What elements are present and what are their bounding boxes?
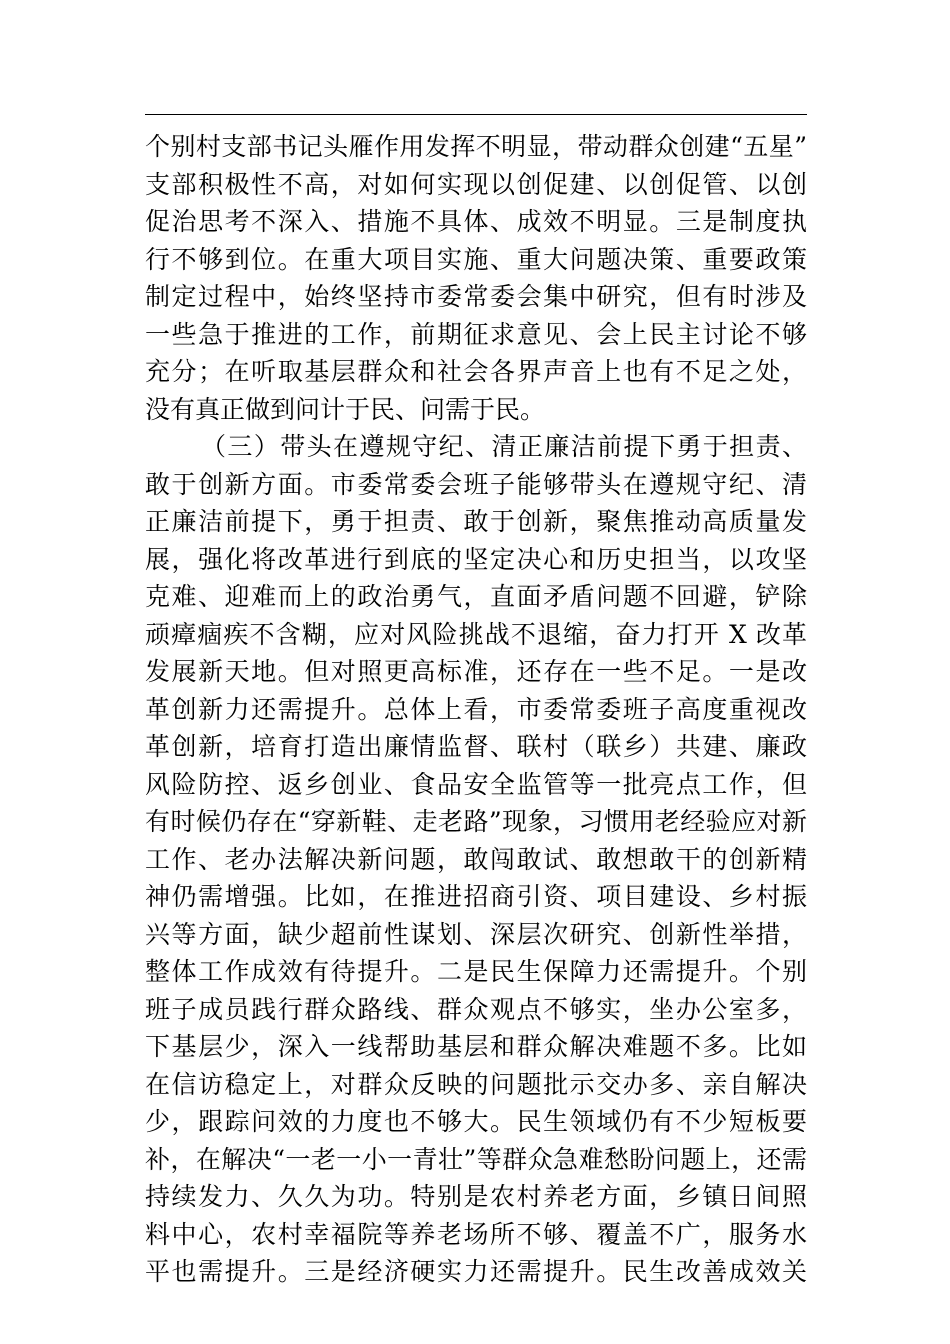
text-line: 克难、迎难而上的政治勇气，直面矛盾问题不回避，铲除 <box>145 582 807 611</box>
text-line: 支部积极性不高，对如何实现以创促建、以创促管、以创 <box>145 169 807 199</box>
text-line: 神仍需增强。比如，在推进招商引资、项目建设、乡村振 <box>145 882 807 911</box>
text-line: 个别村支部书记头雁作用发挥不明显，带动群众创建“五星” <box>145 132 807 161</box>
text-line: 顽瘴痼疾不含糊，应对风险挑战不退缩，奋力打开 X 改革 <box>145 619 807 649</box>
header-rule <box>145 114 807 115</box>
text-line: 补，在解决“一老一小一青壮”等群众急难愁盼问题上，还需 <box>145 1144 807 1174</box>
text-line: 制定过程中，始终坚持市委常委会集中研究，但有时涉及 <box>145 282 807 311</box>
text-line: 兴等方面，缺少超前性谋划、深层次研究、创新性举措， <box>145 919 807 949</box>
text-line: 工作、老办法解决新问题，敢闯敢试、敢想敢干的创新精 <box>145 844 807 874</box>
text-line: 展，强化将改革进行到底的坚定决心和历史担当，以攻坚 <box>145 544 807 574</box>
text-line: 充分；在听取基层群众和社会各界声音上也有不足之处， <box>145 357 807 386</box>
text-line: 行不够到位。在重大项目实施、重大问题决策、重要政策 <box>145 244 807 274</box>
section-heading-line: （三）带头在遵规守纪、清正廉洁前提下勇于担责、 <box>201 432 807 461</box>
text-line: 持续发力、久久为功。特别是农村养老方面，乡镇日间照 <box>145 1182 807 1211</box>
text-line: 敢于创新方面。市委常委会班子能够带头在遵规守纪、清 <box>145 469 807 499</box>
text-line: 风险防控、返乡创业、食品安全监管等一批亮点工作，但 <box>145 769 807 799</box>
body-text <box>145 128 807 1291</box>
text-line: 革创新，培育打造出廉情监督、联村（联乡）共建、廉政 <box>145 732 807 761</box>
text-line: 没有真正做到问计于民、问需于民。 <box>145 394 546 424</box>
text-line: 有时候仍存在“穿新鞋、走老路”现象，习惯用老经验应对新 <box>145 807 807 836</box>
text-line: 促治思考不深入、措施不具体、成效不明显。三是制度执 <box>145 207 807 236</box>
text-line: 在信访稳定上，对群众反映的问题批示交办多、亲自解决 <box>145 1069 807 1099</box>
text-line: 整体工作成效有待提升。二是民生保障力还需提升。个别 <box>145 957 807 986</box>
text-line: 正廉洁前提下，勇于担责、敢于创新，聚焦推动高质量发 <box>145 507 807 536</box>
text-line: 平也需提升。三是经济硬实力还需提升。民生改善成效关 <box>145 1257 807 1286</box>
text-line: 一些急于推进的工作，前期征求意见、会上民主讨论不够 <box>145 319 807 349</box>
text-line: 少，跟踪问效的力度也不够大。民生领域仍有不少短板要 <box>145 1107 807 1136</box>
text-line: 下基层少，深入一线帮助基层和群众解决难题不多。比如 <box>145 1032 807 1061</box>
text-line: 发展新天地。但对照更高标准，还存在一些不足。一是改 <box>145 657 807 686</box>
text-line: 革创新力还需提升。总体上看，市委常委班子高度重视改 <box>145 694 807 724</box>
text-line: 班子成员践行群众路线、群众观点不够实，坐办公室多， <box>145 994 807 1024</box>
text-line: 料中心，农村幸福院等养老场所不够、覆盖不广，服务水 <box>145 1219 807 1249</box>
